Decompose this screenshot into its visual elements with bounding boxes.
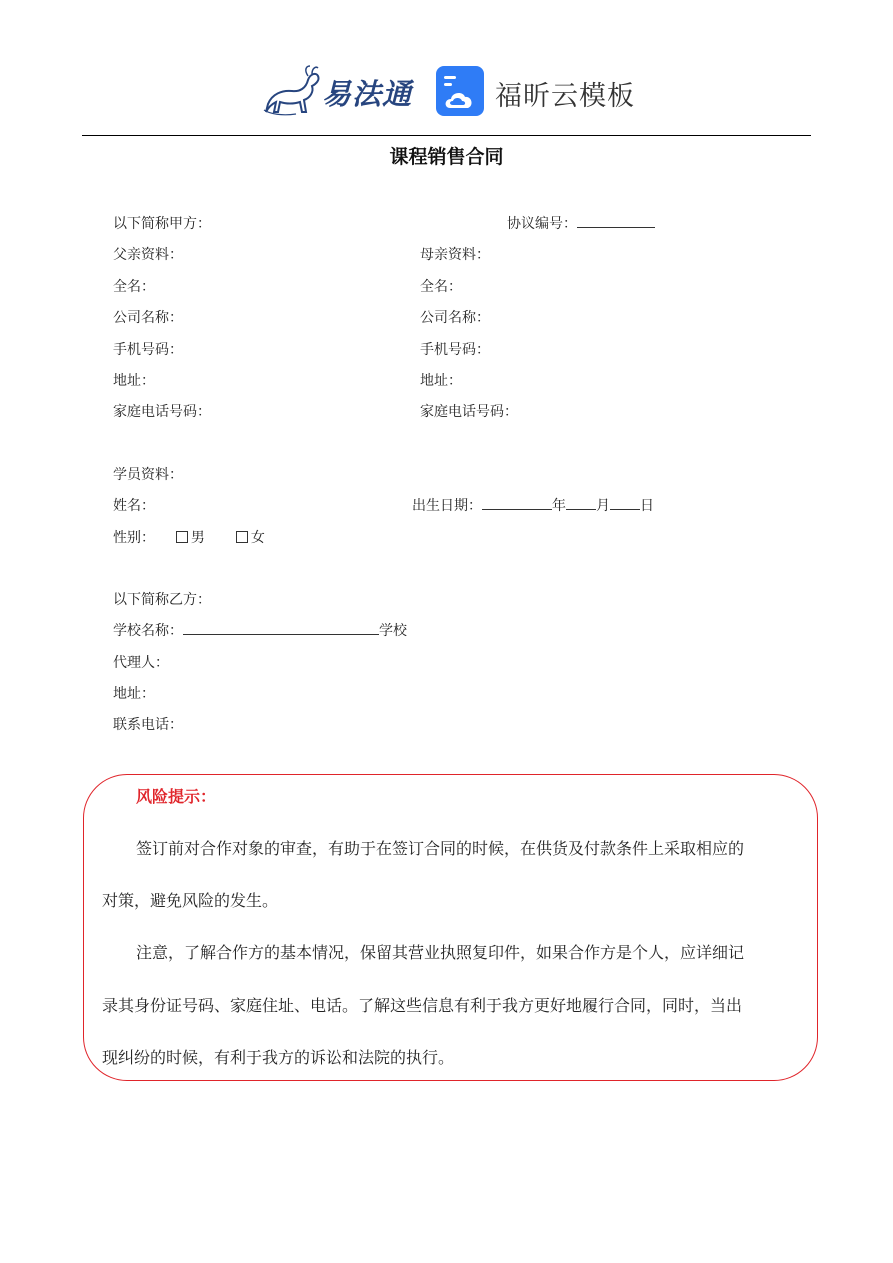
agreement-no-label: 协议编号： [507, 216, 577, 232]
father-mobile-label: 手机号码： [113, 342, 183, 358]
male-label: 男 [190, 530, 205, 546]
year-label: 年 [552, 498, 566, 514]
female-label: 女 [250, 530, 265, 546]
mother-info-label: 母亲资料： [420, 247, 490, 263]
mother-address-label: 地址： [420, 373, 462, 389]
risk-line: 录其身份证号码、家庭住址、电话。了解这些信息有利于我方更好地履行合同，同时，当出 [102, 996, 743, 1015]
school-name-blank[interactable] [183, 620, 379, 635]
birth-year-blank[interactable] [482, 495, 552, 510]
male-checkbox[interactable] [176, 531, 188, 543]
agreement-no-field [507, 213, 655, 233]
risk-line: 注意，了解合作方的基本情况，保留其营业执照复印件，如果合作方是个人，应详细记 [136, 943, 745, 962]
birth-month-blank[interactable] [566, 495, 596, 510]
father-address-label: 地址： [113, 373, 155, 389]
student-name-label: 姓名： [113, 498, 155, 514]
contact-phone-label: 联系电话： [113, 717, 183, 733]
school-name-field [113, 620, 407, 640]
gender-field [113, 527, 265, 547]
mother-full-name-label: 全名： [420, 279, 462, 295]
risk-notice-title: 风险提示： [136, 787, 217, 806]
foxit-cloud-icon [436, 66, 484, 116]
student-info-label: 学员资料： [113, 467, 183, 483]
day-label: 日 [640, 498, 654, 514]
gender-label: 性别： [113, 530, 155, 546]
agreement-no-blank[interactable] [577, 213, 655, 228]
birth-date-label: 出生日期： [412, 498, 482, 514]
mother-company-label: 公司名称： [420, 310, 490, 326]
female-checkbox[interactable] [236, 531, 248, 543]
qilin-mascot-icon [262, 64, 322, 118]
father-full-name-label: 全名： [113, 279, 155, 295]
header-divider [82, 135, 811, 136]
logo-bar [0, 58, 893, 122]
month-label: 月 [596, 498, 610, 514]
birth-day-blank[interactable] [610, 495, 640, 510]
risk-notice-box [83, 774, 818, 1081]
party-a-label: 以下简称甲方： [113, 216, 211, 232]
mother-mobile-label: 手机号码： [420, 342, 490, 358]
party-b-address-label: 地址： [113, 686, 155, 702]
risk-line: 签订前对合作对象的审查，有助于在签订合同的时候，在供货及付款条件上采取相应的 [136, 839, 745, 858]
brand-foxit-text: 福昕云模板 [495, 81, 635, 112]
school-name-label: 学校名称： [113, 623, 183, 639]
risk-line: 现纠纷的时候，有利于我方的诉讼和法院的执行。 [102, 1048, 455, 1067]
party-b-label: 以下简称乙方： [113, 592, 211, 608]
school-suffix: 学校 [379, 623, 407, 639]
page-title: 课程销售合同 [389, 146, 504, 168]
birth-date-field [412, 495, 654, 515]
father-home-phone-label: 家庭电话号码： [113, 404, 211, 420]
brand-yifatong-text: 易法通 [322, 77, 413, 111]
father-company-label: 公司名称： [113, 310, 183, 326]
father-info-label: 父亲资料： [113, 247, 183, 263]
risk-line: 对策，避免风险的发生。 [102, 891, 279, 910]
mother-home-phone-label: 家庭电话号码： [420, 404, 518, 420]
agent-label: 代理人： [113, 655, 169, 671]
